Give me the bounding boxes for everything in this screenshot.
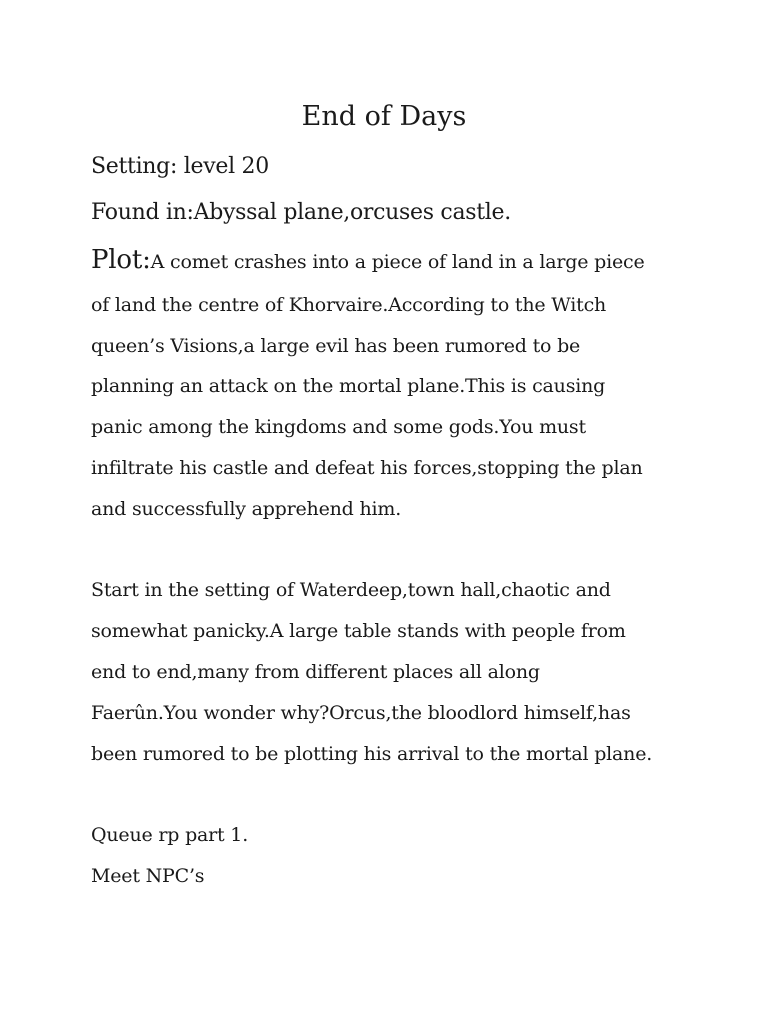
start-line-4: Faerûn.You wonder why?Orcus,the bloodlord himself,has (91, 702, 631, 724)
meet-npc-line: Meet NPC’s (91, 865, 205, 887)
plot-line-2: of land the centre of Khorvaire.According to the Witch (91, 294, 607, 316)
document-title: End of Days (301, 101, 467, 132)
queue-line: Queue rp part 1. (91, 824, 249, 846)
plot-line-1 (91, 245, 645, 277)
start-line-2: somewhat panicky.A large table stands with people from (91, 620, 626, 642)
plot-line-3: queen’s Visions,a large evil has been rumored to be (91, 335, 581, 357)
plot-line-7: and successfully apprehend him. (91, 498, 402, 520)
setting-line: Setting: level 20 (91, 154, 269, 179)
plot-line-5: panic among the kingdoms and some gods.You must (91, 416, 586, 438)
plot-line-6: infiltrate his castle and defeat his forces,stopping the plan (91, 457, 643, 479)
plot-label: Plot: (91, 245, 151, 275)
plot-text: A comet crashes into a piece of land in a large piece (150, 251, 645, 273)
plot-line-4: planning an attack on the mortal plane.This is causing (91, 375, 606, 397)
start-line-3: end to end,many from different places all along (91, 661, 540, 683)
start-line-5: been rumored to be plotting his arrival to the mortal plane. (91, 743, 653, 765)
start-line-1: Start in the setting of Waterdeep,town hall,chaotic and (91, 579, 611, 601)
found-in-line: Found in:Abyssal plane,orcuses castle. (91, 200, 511, 225)
